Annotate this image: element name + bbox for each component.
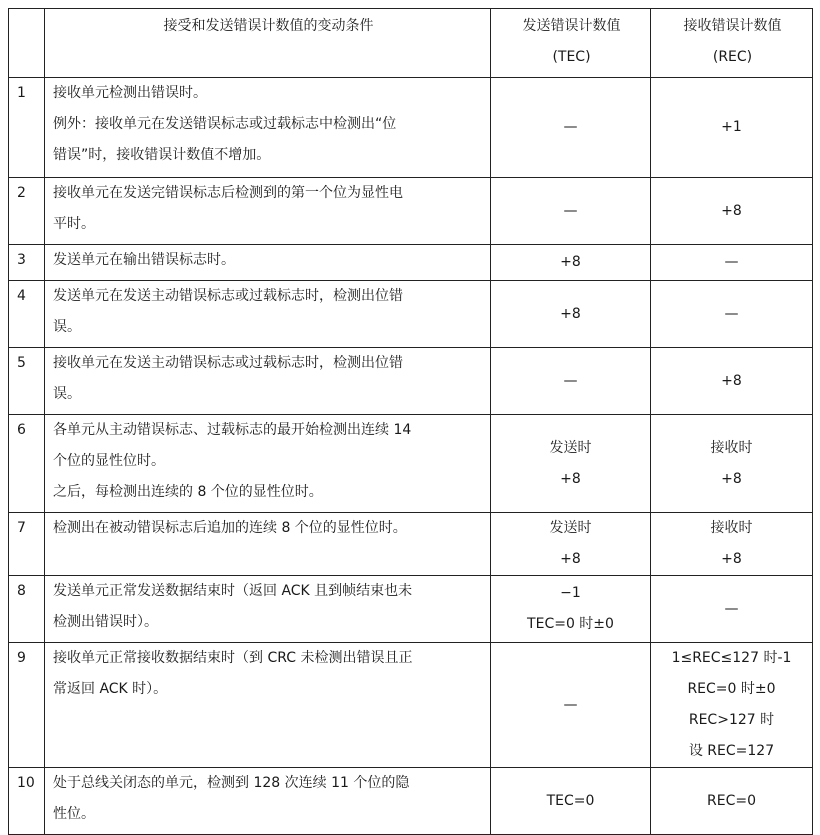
condition-cell xyxy=(45,78,491,178)
rec-cell xyxy=(651,513,813,576)
row-number: 9 xyxy=(9,643,45,768)
tec-value: TEC=0 时±0 xyxy=(527,616,614,632)
document xyxy=(8,8,813,835)
condition-text: 误。 xyxy=(53,319,81,335)
row-number: 8 xyxy=(9,576,45,643)
row-number: 5 xyxy=(9,348,45,415)
header-tec-label: 发送错误计数值 xyxy=(522,18,621,34)
condition-text: 接收单元检测出错误时。 xyxy=(53,85,207,101)
rec-cell xyxy=(651,643,813,768)
tec-cell xyxy=(491,178,651,245)
condition-text: 常返回 ACK 时）。 xyxy=(53,681,168,697)
condition-text: 接收单元正常接收数据结束时（到 CRC 未检测出错误且正 xyxy=(53,650,413,666)
rec-cell xyxy=(651,281,813,348)
row-number: 6 xyxy=(9,415,45,513)
tec-value: +8 xyxy=(560,254,581,270)
rec-value: REC=0 时±0 xyxy=(687,681,776,697)
header-cell-no xyxy=(9,9,45,78)
rec-value: +1 xyxy=(721,119,742,135)
rec-cell xyxy=(651,178,813,245)
rec-value: 接收时 xyxy=(710,439,753,456)
condition-text: 之后，每检测出连续的 8 个位的显性位时。 xyxy=(53,484,323,500)
rec-value: — xyxy=(724,305,739,322)
condition-text: 各单元从主动错误标志、过载标志的最开始检测出连续 14 xyxy=(53,422,412,438)
header-cell-tec xyxy=(491,9,651,78)
tec-cell xyxy=(491,281,651,348)
condition-cell xyxy=(45,178,491,245)
condition-text: 发送单元正常发送数据结束时（返回 ACK 且到帧结束也未 xyxy=(53,583,413,599)
condition-cell xyxy=(45,348,491,415)
condition-text: 性位。 xyxy=(53,806,95,822)
table-row xyxy=(9,178,813,245)
rec-cell xyxy=(651,576,813,643)
table-row xyxy=(9,348,813,415)
condition-text: 例外：接收单元在发送错误标志或过载标志中检测出“位 xyxy=(53,116,397,132)
condition-text: 误。 xyxy=(53,386,81,402)
rec-value: +8 xyxy=(721,551,742,567)
condition-cell xyxy=(45,415,491,513)
table-row xyxy=(9,415,813,513)
rec-value: 接收时 xyxy=(710,520,753,536)
condition-cell xyxy=(45,643,491,768)
condition-text: 个位的显性位时。 xyxy=(53,453,165,469)
table-row xyxy=(9,245,813,281)
condition-text: 处于总线关闭态的单元，检测到 128 次连续 11 个位的隐 xyxy=(53,775,410,791)
error-counter-table xyxy=(8,8,813,835)
tec-value: 发送时 xyxy=(549,439,592,456)
tec-value: — xyxy=(563,202,578,219)
rec-value: REC=0 xyxy=(707,792,756,809)
row-number: 2 xyxy=(9,178,45,245)
condition-cell xyxy=(45,281,491,348)
table-body xyxy=(9,9,813,835)
tec-cell xyxy=(491,78,651,178)
rec-cell xyxy=(651,768,813,835)
row-number: 1 xyxy=(9,78,45,178)
tec-value: +8 xyxy=(560,305,581,322)
tec-cell xyxy=(491,768,651,835)
tec-value: 发送时 xyxy=(549,520,592,536)
table-row xyxy=(9,643,813,768)
tec-cell xyxy=(491,576,651,643)
table-row xyxy=(9,78,813,178)
header-cell-condition xyxy=(45,9,491,78)
condition-text: 接收单元在发送主动错误标志或过载标志时，检测出位错 xyxy=(53,355,403,371)
tec-value: — xyxy=(563,372,578,389)
tec-value: −1 xyxy=(560,585,581,601)
condition-cell xyxy=(45,245,491,281)
condition-cell xyxy=(45,576,491,643)
condition-text: 发送单元在发送主动错误标志或过载标志时，检测出位错 xyxy=(53,288,403,304)
tec-cell xyxy=(491,348,651,415)
rec-value: +8 xyxy=(721,470,742,487)
tec-value: +8 xyxy=(560,551,581,567)
header-rec-abbr: (REC) xyxy=(712,49,753,65)
rec-value: REC>127 时 xyxy=(688,712,775,728)
condition-text: 检测出错误时）。 xyxy=(53,614,158,630)
condition-cell xyxy=(45,513,491,576)
tec-value: TEC=0 xyxy=(546,792,595,809)
table-row xyxy=(9,281,813,348)
header-rec-label: 接收错误计数值 xyxy=(683,18,782,34)
table-row xyxy=(9,513,813,576)
rec-value: 设 REC=127 xyxy=(688,743,775,759)
rec-value: — xyxy=(724,600,739,617)
tec-cell xyxy=(491,245,651,281)
tec-value: — xyxy=(563,696,578,713)
rec-cell xyxy=(651,245,813,281)
rec-value: 1≤REC≤127 时-1 xyxy=(671,650,792,666)
header-cell-rec xyxy=(651,9,813,78)
row-number: 4 xyxy=(9,281,45,348)
condition-cell xyxy=(45,768,491,835)
condition-text: 发送单元在输出错误标志时。 xyxy=(53,252,235,268)
row-number: 10 xyxy=(9,768,45,835)
rec-value: +8 xyxy=(721,202,742,219)
tec-cell xyxy=(491,513,651,576)
tec-cell xyxy=(491,415,651,513)
condition-text: 接收单元在发送完错误标志后检测到的第一个位为显性电 xyxy=(53,185,403,201)
condition-text: 错误”时，接收错误计数值不增加。 xyxy=(53,147,271,163)
tec-value: — xyxy=(563,119,578,135)
row-number: 7 xyxy=(9,513,45,576)
table-row xyxy=(9,768,813,835)
header-tec-abbr: (TEC) xyxy=(552,49,591,65)
rec-cell xyxy=(651,78,813,178)
table-header-row xyxy=(9,9,813,78)
rec-value: +8 xyxy=(721,372,742,389)
rec-cell xyxy=(651,415,813,513)
tec-value: +8 xyxy=(560,470,581,487)
condition-text: 平时。 xyxy=(53,216,95,232)
row-number: 3 xyxy=(9,245,45,281)
table-row xyxy=(9,576,813,643)
header-condition-label: 接受和发送错误计数值的变动条件 xyxy=(163,18,374,34)
rec-value: — xyxy=(724,254,739,270)
rec-cell xyxy=(651,348,813,415)
tec-cell xyxy=(491,643,651,768)
condition-text: 检测出在被动错误标志后追加的连续 8 个位的显性位时。 xyxy=(53,520,407,536)
